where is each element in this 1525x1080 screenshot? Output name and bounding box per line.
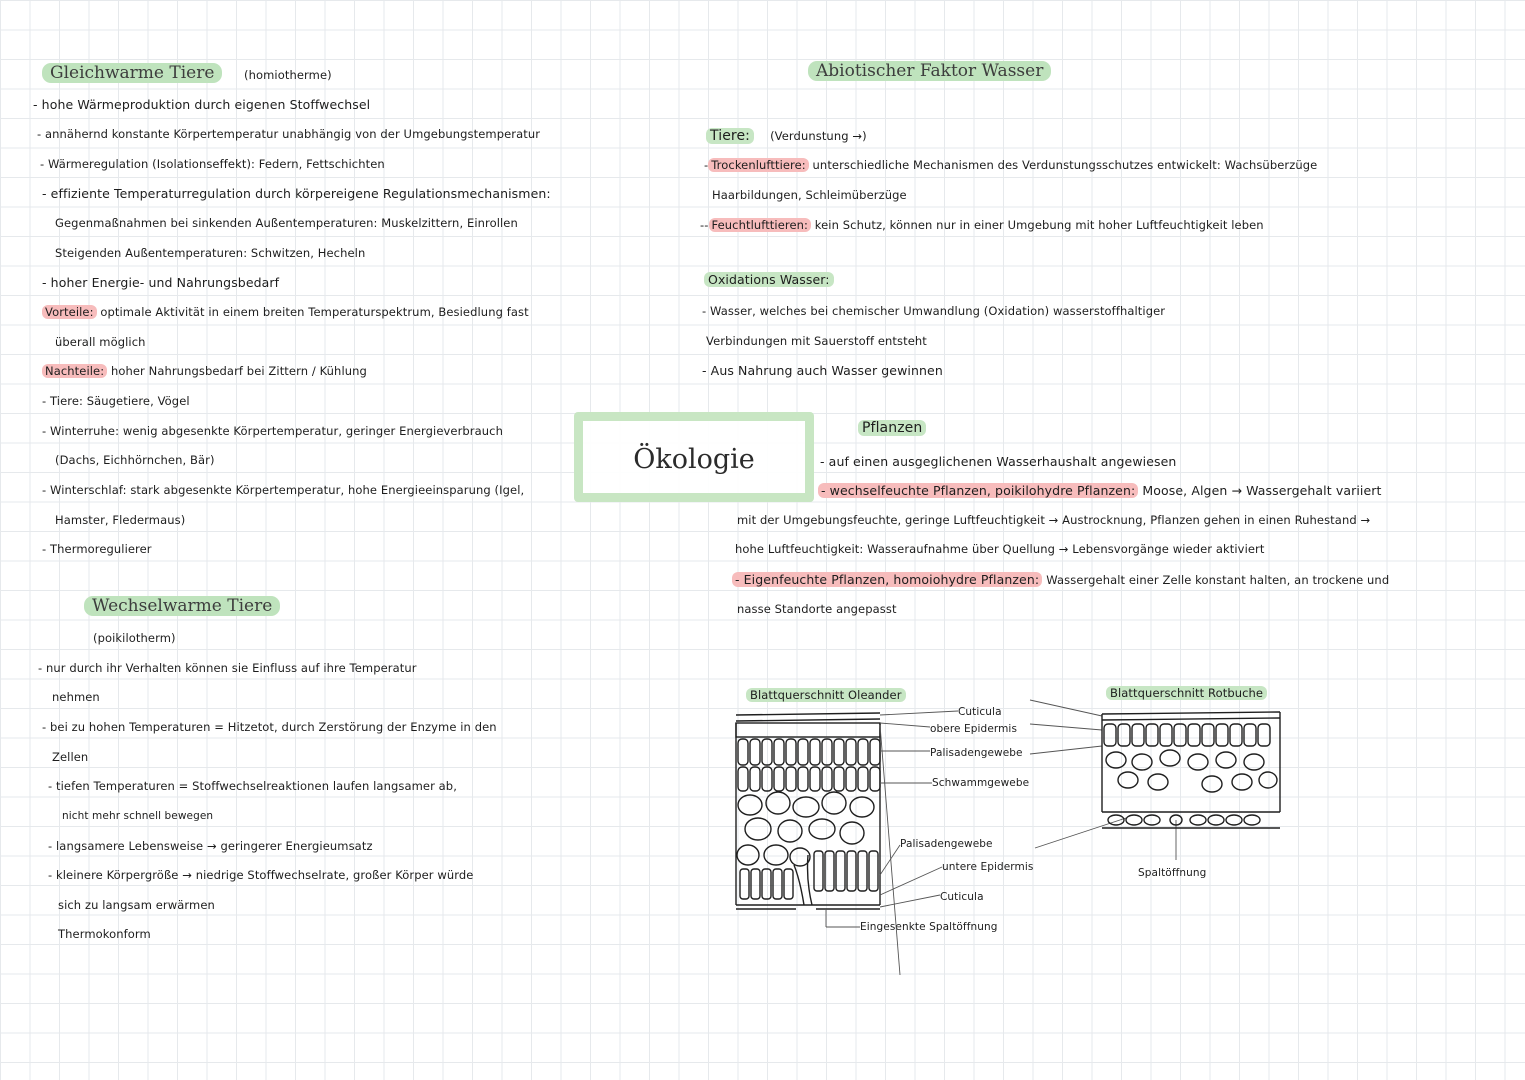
wechselfeucht-line-2: mit der Umgebungsfeuchte, geringe Luftfeuchtigkeit → Austrocknung, Pflanzen gehen in einen Ruhestand → [737,513,1371,527]
pflanzen-label: Pflanzen [858,420,926,436]
oleander-label-obere-epidermis: obere Epidermis [930,723,1018,735]
gleich-line-8 [42,305,529,320]
eigenfeucht-line [732,572,1389,588]
heading-gleichwarme-tiere: Gleichwarme Tiere [42,63,222,83]
gleich-line-1: - hohe Wärmeproduktion durch eigenen Stoffwechsel [33,97,371,112]
gleich-line-13: (Dachs, Eichhörnchen, Bär) [55,453,215,467]
eigenfeucht-line-2: nasse Standorte angepasst [737,602,897,616]
oleander-label-palisadengewebe-2: Palisadengewebe [900,838,993,850]
oxidation-line-3: - Aus Nahrung auch Wasser gewinnen [702,363,943,378]
gleich-line-3: - Wärmeregulation (Isolationseffekt): Federn, Fettschichten [40,157,385,171]
oleander-label-cuticula-2: Cuticula [940,891,984,903]
oxidation-label: Oxidations Wasser: [704,272,834,287]
wechsel-line-8: - kleinere Körpergröße → niedrige Stoffwechselrate, großer Körper würde [48,868,474,882]
oleander-label-cuticula: Cuticula [958,706,1002,718]
trocken-label: Trockenlufttiere: [708,158,809,172]
wechsel-line-5: - tiefen Temperaturen = Stoffwechselreaktionen laufen langsamer ab, [48,779,457,793]
wechselfeucht-label: - wechselfeuchte Pflanzen, poikilohydre Pflanzen: [818,483,1138,498]
gleich-line-7: - hoher Energie- und Nahrungsbedarf [42,275,280,290]
center-title: Ökologie [633,444,755,475]
nachteile-label: Nachteile: [42,364,107,378]
rotbuche-title: Blattquerschnitt Rotbuche [1106,686,1267,700]
trocken-line: - Trockenlufttiere: unterschiedliche Mechanismen des Verdunstungsschutzes entwickelt: Wachsüberzüge [704,158,1318,172]
oxidation-line-2: Verbindungen mit Sauerstoff entsteht [706,334,927,348]
wechsel-line-2: nehmen [52,690,100,704]
gleich-line-10 [42,364,367,379]
wechselfeucht-text: Moose, Algen → Wassergehalt variiert [1142,483,1382,498]
oxidation-line-1: - Wasser, welches bei chemischer Umwandlung (Oxidation) wasserstoffhaltiger [702,304,1166,318]
heading-abiotischer-faktor-wasser: Abiotischer Faktor Wasser [808,61,1051,81]
gleich-line-4: - effiziente Temperaturregulation durch körpereigene Regulationsmechanismen: [42,186,551,201]
wechselfeucht-line-3: hohe Luftfeuchtigkeit: Wasseraufnahme über Quellung → Lebensvorgänge wieder aktiviert [735,542,1265,556]
vorteile-text: optimale Aktivität in einem breiten Temperaturspektrum, Besiedlung fast [96,305,529,319]
feucht-text: kein Schutz, können nur in einer Umgebung mit hoher Luftfeuchtigkeit leben [814,218,1264,232]
gleich-line-12: - Winterruhe: wenig abgesenkte Körpertemperatur, geringer Energieverbrauch [42,424,503,438]
oxidation-label-line [704,272,834,287]
rotbuche-title-wrap [1106,686,1267,701]
pflanzen-label-line [858,420,926,436]
gleich-line-5: Gegenmaßnahmen bei sinkenden Außentemperaturen: Muskelzittern, Einrollen [55,216,518,230]
tiere-label: Tiere: [706,128,754,144]
wechselfeucht-line [818,483,1382,498]
wechsel-line-1: - nur durch ihr Verhalten können sie Einfluss auf ihre Temperatur [38,661,417,675]
center-title-box [574,412,814,502]
eigenfeucht-label: - Eigenfeuchte Pflanzen, homoiohydre Pflanzen: [732,572,1042,587]
feucht-label: Feuchtlufttieren: [709,218,812,232]
eigenfeucht-text: Wassergehalt einer Zelle konstant halten, an trockene und [1046,573,1390,587]
subheading-homiotherme: (homiotherme) [244,68,332,82]
feucht-line: -- Feuchtlufttieren: kein Schutz, können nur in einer Umgebung mit hoher Luftfeuchtigkeit leben [700,218,1264,232]
rotbuche-leaf-diagram [1030,700,1290,840]
gleich-line-15: Hamster, Fledermaus) [55,513,186,527]
tiere-sub: (Verdunstung →) [770,129,867,143]
oleander-title-wrap [746,688,906,703]
subheading-poikilotherm: (poikilotherm) [93,631,176,645]
rotbuche-label-spaltoeffnung: Spaltöffnung [1138,867,1207,879]
wechsel-line-4: Zellen [52,750,89,764]
trocken-line-2: Haarbildungen, Schleimüberzüge [712,188,907,202]
wechsel-line-9: sich zu langsam erwärmen [58,898,215,912]
vorteile-label: Vorteile: [42,305,97,319]
wechsel-line-3: - bei zu hohen Temperaturen = Hitzetot, durch Zerstörung der Enzyme in den [42,720,497,734]
heading-wechselwarme-tiere: Wechselwarme Tiere [84,596,280,616]
gleich-line-14: - Winterschlaf: stark abgesenkte Körpertemperatur, hohe Energieeinsparung (Igel, [42,483,525,497]
wechsel-line-7: - langsamere Lebensweise → geringerer Energieumsatz [48,839,373,853]
gleich-line-6: Steigenden Außentemperaturen: Schwitzen, Hecheln [55,246,366,260]
oleander-label-untere-epidermis: untere Epidermis [942,861,1034,873]
trocken-text: unterschiedliche Mechanismen des Verdunstungsschutzes entwickelt: Wachsüberzüge [812,158,1318,172]
wechsel-line-6: nicht mehr schnell bewegen [62,810,214,822]
gleich-line-9: überall möglich [55,335,146,349]
pflanzen-line-1: - auf einen ausgeglichenen Wasserhaushalt angewiesen [820,454,1177,469]
gleich-line-16: - Thermoregulierer [42,542,152,556]
gleich-line-2: - annähernd konstante Körpertemperatur unabhängig von der Umgebungstemperatur [37,127,541,141]
tiere-line [706,128,867,144]
wechsel-line-10: Thermokonform [58,927,151,941]
oleander-leaf-diagram [730,705,930,935]
oleander-title: Blattquerschnitt Oleander [746,688,906,702]
gleich-line-11: - Tiere: Säugetiere, Vögel [42,394,190,408]
oleander-label-spaltoeffnung: Eingesenkte Spaltöffnung [860,921,998,933]
oleander-label-schwammgewebe: Schwammgewebe [932,777,1030,789]
oleander-label-palisadengewebe: Palisadengewebe [930,747,1023,759]
nachteile-text: hoher Nahrungsbedarf bei Zittern / Kühlung [107,364,367,378]
